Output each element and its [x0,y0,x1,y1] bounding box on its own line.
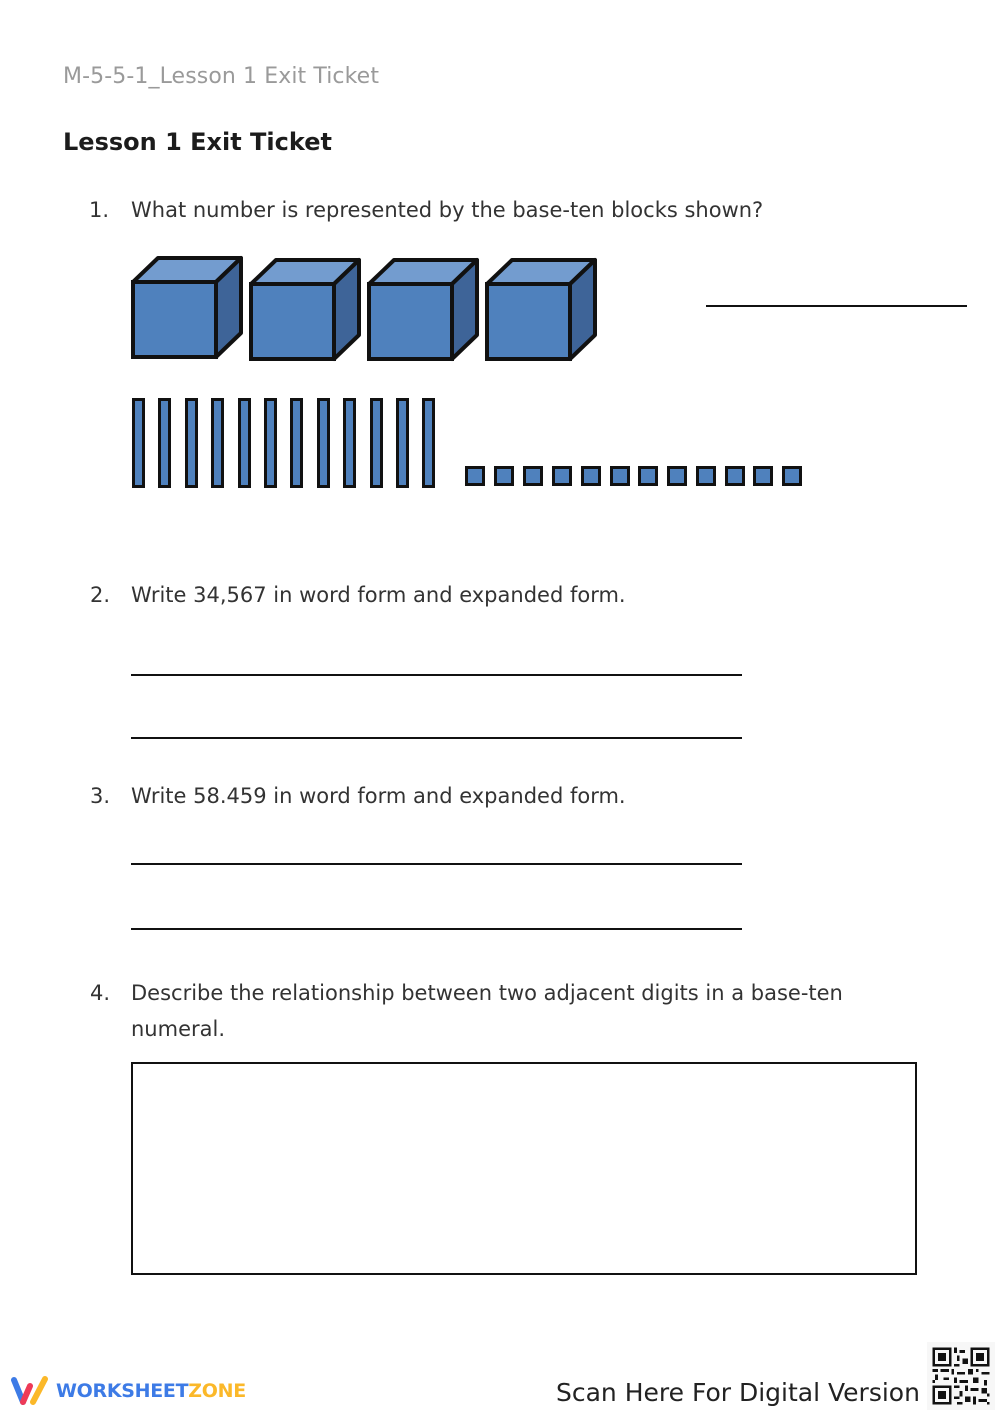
ten-rod-icon [185,398,198,488]
ten-rod-icon [158,398,171,488]
question-text: Describe the relationship between two adjacent digits in a base-ten numeral. [131,981,843,1041]
thousand-cube-icon [249,257,361,363]
question-text: What number is represented by the base-ten blocks shown? [131,198,764,222]
logo-text-zone: ZONE [188,1380,246,1402]
ten-rod-icon [264,398,277,488]
answer-line-word-form[interactable] [131,863,742,865]
unit-cube-icon [782,466,802,486]
ten-rod-icon [370,398,383,488]
ten-rod-icon [211,398,224,488]
ten-rod-icon [132,398,145,488]
question-number: 4. [90,981,111,1005]
answer-line-expanded-form[interactable] [131,737,742,739]
ten-rod-icon [238,398,251,488]
qr-code-icon[interactable] [927,1342,995,1410]
page-title: Lesson 1 Exit Ticket [63,128,332,156]
unit-cube-icon [552,466,572,486]
answer-line[interactable] [706,305,967,307]
unit-cube-icon [753,466,773,486]
scan-prompt: Scan Here For Digital Version [556,1378,920,1407]
logo-text-worksheet: WORKSHEET [56,1380,189,1402]
ten-rod-icon [396,398,409,488]
ten-rod-icon [290,398,303,488]
ten-rod-icon [317,398,330,488]
question-text: Write 34,567 in word form and expanded form. [131,583,626,607]
answer-line-word-form[interactable] [131,674,742,676]
unit-cube-icon [667,466,687,486]
unit-cube-icon [696,466,716,486]
unit-cube-icon [465,466,485,486]
ten-rod-icon [422,398,435,488]
question-number: 3. [90,784,111,808]
question-text: Write 58.459 in word form and expanded form. [131,784,626,808]
thousand-cube-icon [485,257,597,363]
worksheetzone-w-icon [10,1374,50,1408]
worksheetzone-logo[interactable] [10,1374,246,1408]
document-id: M-5-5-1_Lesson 1 Exit Ticket [63,64,380,89]
unit-cube-icon [523,466,543,486]
answer-box[interactable] [131,1062,917,1275]
ten-rod-icon [343,398,356,488]
unit-cube-icon [725,466,745,486]
unit-cube-icon [638,466,658,486]
answer-line-expanded-form[interactable] [131,928,742,930]
thousand-cube-icon [131,255,243,361]
question-number: 2. [90,583,111,607]
unit-cube-icon [494,466,514,486]
question-number: 1. [89,198,110,222]
unit-cube-icon [581,466,601,486]
unit-cube-icon [610,466,630,486]
thousand-cube-icon [367,257,479,363]
